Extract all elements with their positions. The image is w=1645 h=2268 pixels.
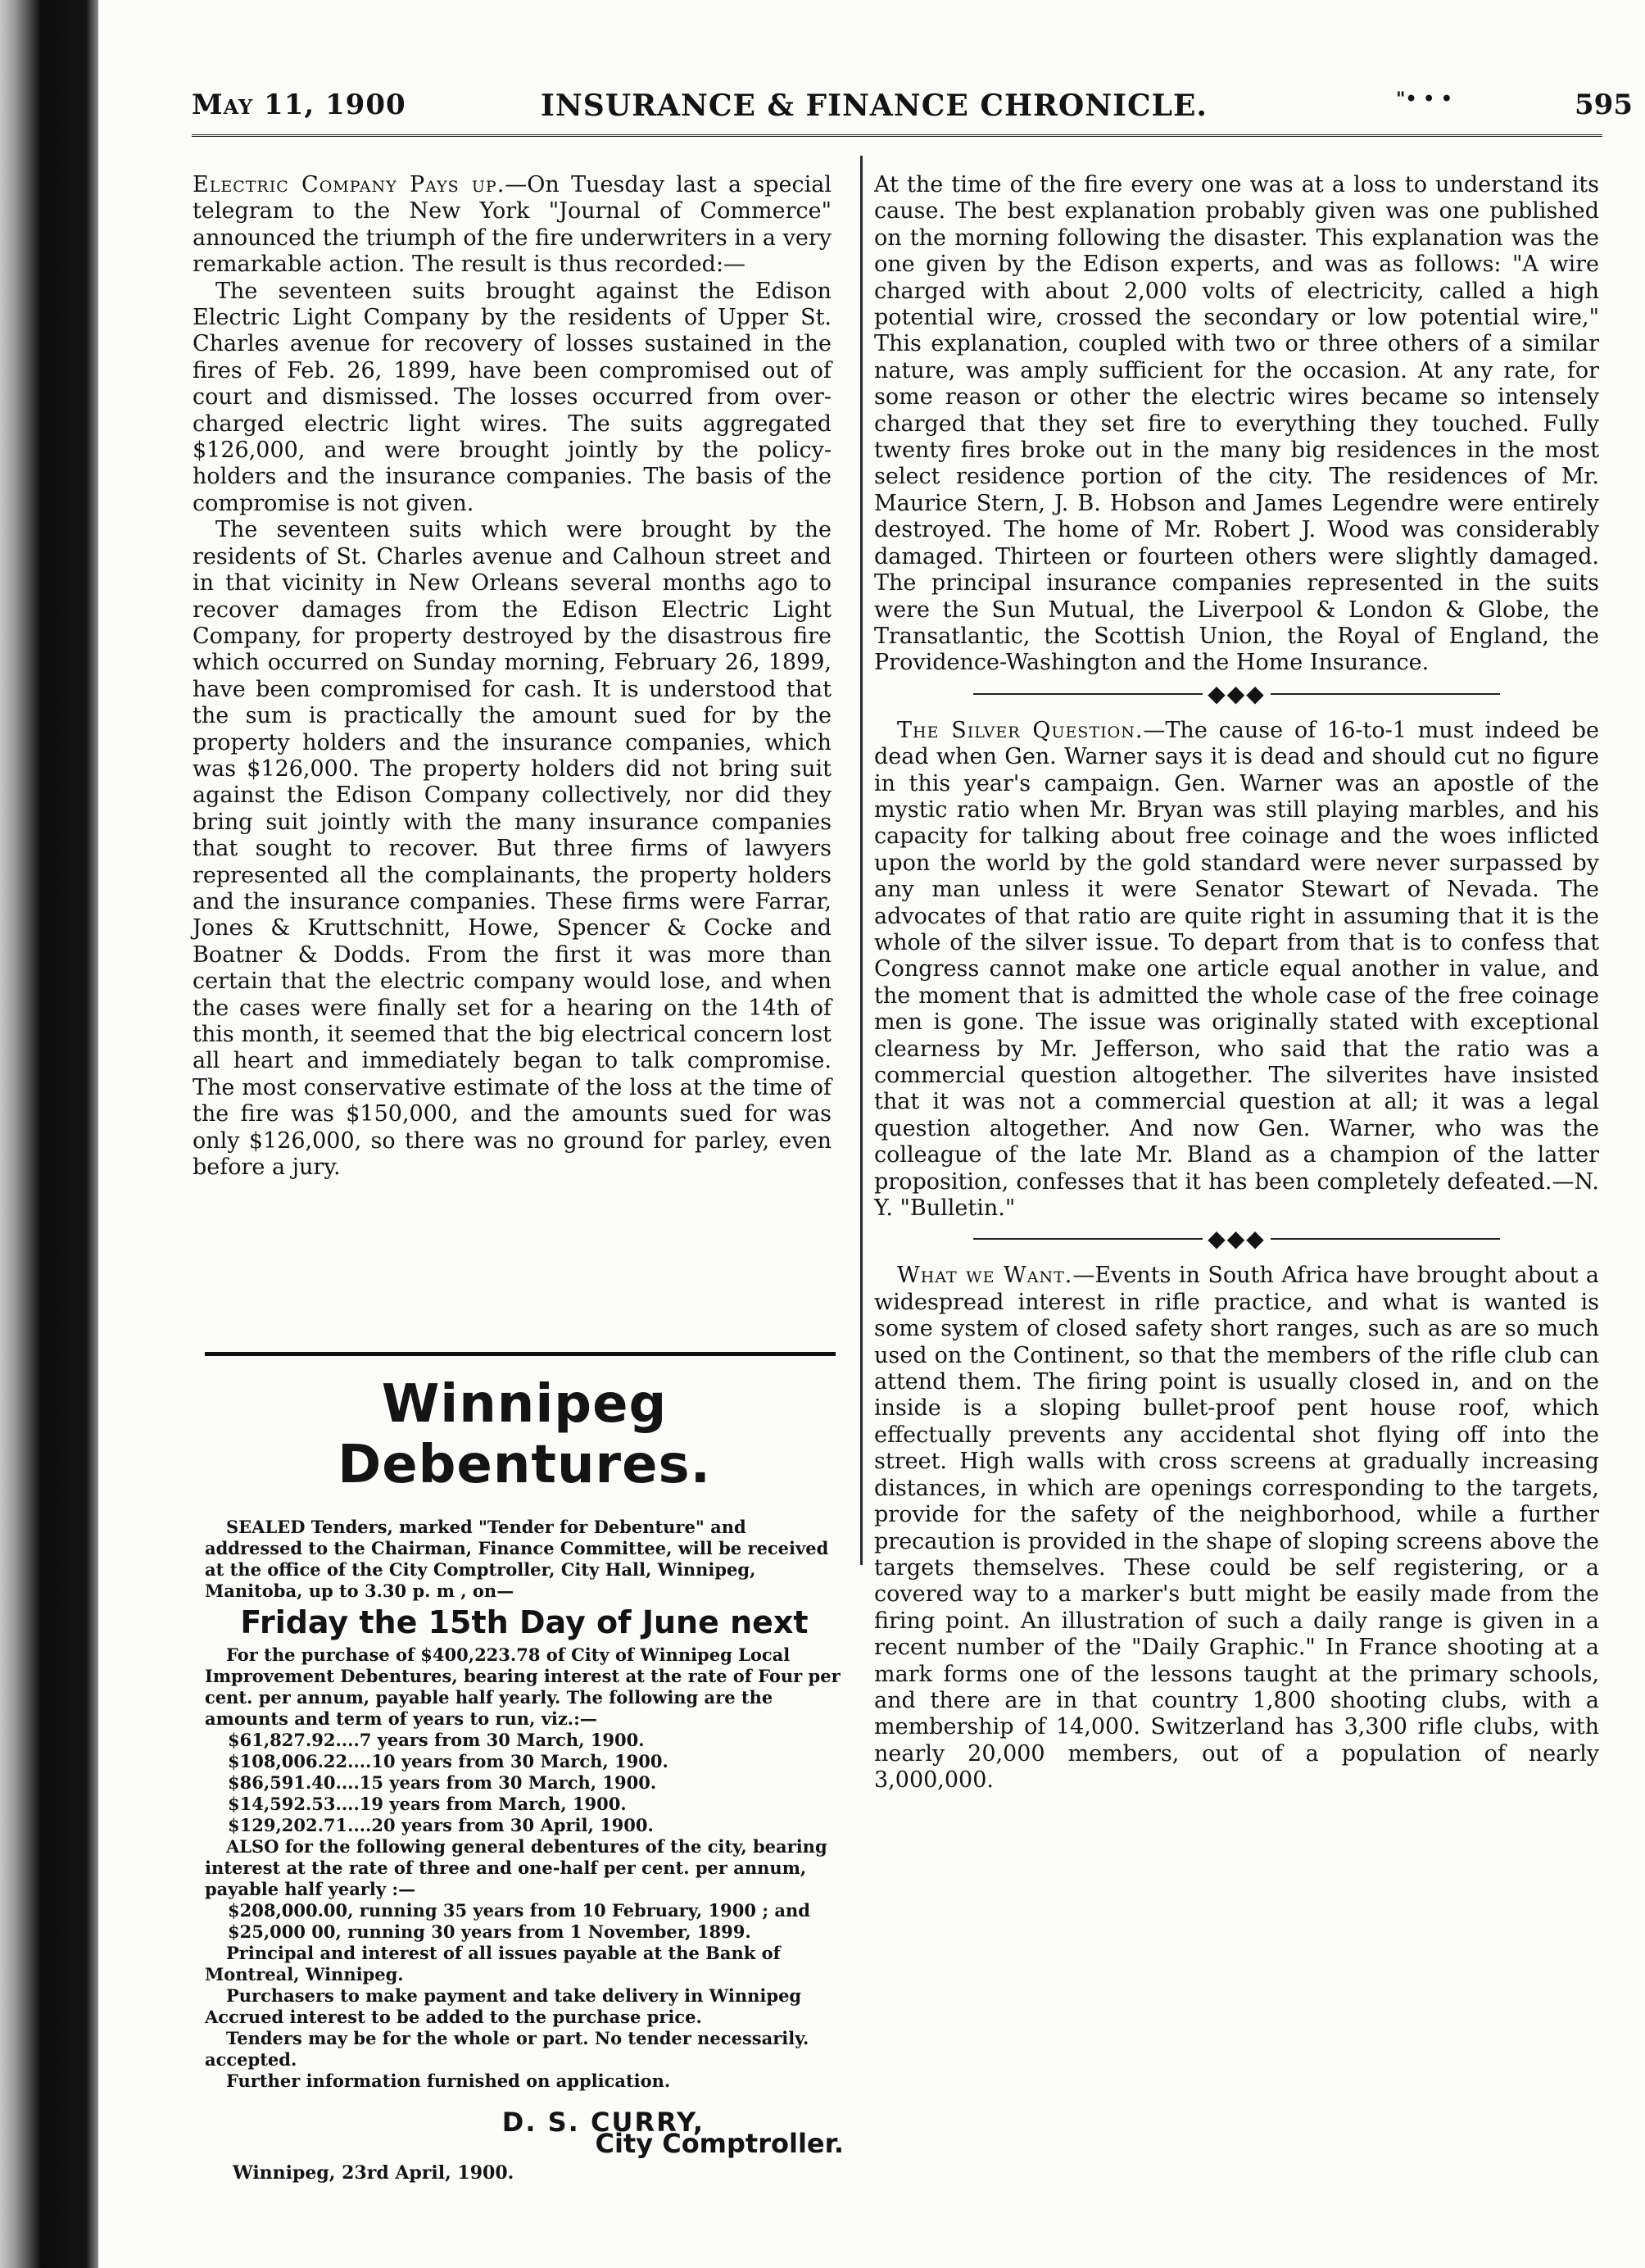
amount-line: $86,591.40....15 years from 30 March, 1900. [228,1772,657,1793]
amount-line: $61,827.92....7 years from 30 March, 1900. [228,1730,645,1750]
article-text: —On Tuesday last a special telegram to the New York "Journal of Commerce" announced the triumph of the fire underwriters in a very remarkable action. The result is thus recorded:— [193,172,832,278]
page-header [192,88,1634,138]
article-electric-company [193,172,832,279]
ad-deadline: Friday the 15th Day of June next [240,1604,809,1640]
publication-title: INSURANCE & FINANCE CHRONICLE. [541,88,1208,123]
continued-paragraph: At the time of the fire every one was at a loss to understand its cause. The best explanation probably given was one published on the morning following the disaster. This explanation was the one given by the Edison experts, and was as follows: "A wire charged with about 2,000 volts of electricity, called a high potential wire, crossed the secondary or low potential wire," This explanation, coupled with two or three others of a similar nature, was amply sufficient for the occasion. At any rate, for some reason or other the electric wires became so intensely charged that they set fire to everything they touched. Fully twenty fires broke out in the many big residences in the most select residence portion of the city. The residences of Mr. Maurice Stern, J. B. Hobson and James Legendre were entirely destroyed. The home of Mr. Robert J. Wood was considerably damaged. Thirteen or fourteen others were slightly damaged. The principal insurance companies represented in the suits were the Sun Mutual, the Liverpool & London & Globe, the Transatlantic, the Scottish Union, the Royal of England, the Providence-Washington and the Home Insurance. [874,172,1599,676]
page-number: 595 [1575,88,1633,121]
amount-line: $14,592.53....19 years from March, 1900. [228,1794,627,1814]
newspaper-page [100,0,1645,2268]
ad-purchase: For the purchase of $400,223.78 of City of Winnipeg Local Improvement Debentures, bearing interest at the rate of Four per cent. per annum, payable half yearly. The following are the amounts and term of years to run, viz.:— [205,1644,841,1729]
issue-date: May 11, 1900 [192,88,406,121]
ad-principal: Principal and interest of all issues payable at the Bank of Montreal, Winnipeg. [205,1943,781,1984]
ornament-glyph: ◆◆◆ [1208,679,1266,707]
article-text: —The cause of 16-to-1 must indeed be dead when Gen. Warner says it is dead and should cut no figure in this year's campaign. Gen. Warner was an apostle of the mystic ratio when Mr. Bryan was still playing marbles, and his capacity for talking about free coinage and the woes inflicted upon the world by the gold standard were never surpassed by any man unless it were Senator Stewart of Nevada. The advocates of that ratio are quite right in assuming that it is the whole of the silver issue. To depart from that is to confess that Congress cannot make one article equal another in value, and the moment that is admitted the whole case of the free coinage men is gone. The issue was originally stated with exceptional clearness by Mr. Jefferson, who said that the ratio was a commercial question altogether. The silverites have insisted that it was not a commercial question at all; it was a legal question altogether. And now Gen. Warner, who was the colleague of the late Mr. Bland as a champion of the latter proposition, confesses that it has been completely defeated.—N. Y. "Bulletin." [874,717,1599,1222]
article-silver-question [874,718,1599,1222]
article-paragraph: The seventeen suits which were brought by the residents of St. Charles avenue and Calhoun street and in that vicinity in New Orleans several months ago to recover damages from the Edison Electric Light Company, for property destroyed by the disastrous fire which occurred on Sunday morning, February 26, 1899, have been compromised for cash. It is understood that the sum is practically the amount sued for by the property holders and the insurance companies, which was $126,000. The property holders did not bring suit against the Edison Company collectively, nor did they bring suit jointly with the many insurance companies that sought to recover. But three firms of lawyers represented all the complainants, the property holders and the insurance companies. These firms were Farrar, Jones & Kruttschnitt, Howe, Spencer & Cocke and Boatner & Dodds. From the first it was more than certain that the electric company would lose, and when the cases were finally set for a hearing on the 14th of this month, it seemed that the big electrical concern lost all heart and immediately began to talk compromise. The most conservative estimate of the loss at the time of the fire was $150,000, and the amounts sued for was only $126,000, so there was no ground for parley, even before a jury. [193,517,832,1181]
general-debenture-line: $25,000 00, running 30 years from 1 November, 1899. [228,1921,751,1942]
ad-top-rule [205,1352,836,1356]
column-divider [860,156,863,1565]
general-debenture-line: $208,000.00, running 35 years from 10 February, 1900 ; and [228,1900,810,1921]
ad-also: ALSO for the following general debentures of the city, bearing interest at the rate of three and one-half per cent. per annum, payable half yearly :— [205,1836,827,1899]
article-heading: The Silver Question. [897,717,1144,743]
amount-line: $108,006.22....10 years from 30 March, 1900. [228,1751,668,1771]
ad-further: Further information furnished on application. [226,2071,671,2091]
left-column [193,172,832,1181]
article-what-we-want [874,1263,1599,1794]
article-heading: What we Want. [897,1263,1073,1289]
signature-name: D. S. CURRY, [501,2107,705,2138]
section-ornament [874,1225,1599,1253]
amount-line: $129,202.71....20 years from 30 April, 1900. [228,1815,654,1835]
ad-tenders: Tenders may be for the whole or part. No tender necessarily. accepted. [205,2028,809,2070]
header-rule [192,134,1602,140]
winnipeg-debentures-ad [205,1352,844,2184]
article-heading: Electric Company Pays up. [193,172,505,197]
article-paragraph: The seventeen suits brought against the Edison Electric Light Company by the residents of Upper St. Charles avenue for recovery of losses sustained in the fires of Feb. 26, 1899, have been compromised out of court and dismissed. The losses occurred from over-charged electric light wires. The suits aggregated $126,000, and were brought jointly by the policy-holders and the insurance companies. The basis of the compromise is not given. [193,278,832,516]
article-text: —Events in South Africa have brought about a widespread interest in rifle practice, and what is wanted is some system of closed safety short ranges, such as are so much used on the Continent, so that the members of the rifle club can attend them. The firing point is usually closed in, and on the inside is a sloping bullet-proof pent house roof, which effectually prevents any accidental shot flying off into the street. High walls with cross screens at gradually increasing distances, in which are openings corresponding to the targets, provide for the safety of the neighborhood, while a further precaution is provided in the shape of sloping screens above the targets themselves. These could be self registering, or a covered way to a marker's butt might be easily made from the firing point. An illustration of such a daily range is given in a recent number of the "Daily Graphic." In France shooting at a mark forms one of the lessons taught at the primary schools, and there are in that country 1,800 shooting clubs, with a membership of 14,000. Switzerland has 3,300 rifle clubs, with nearly 20,000 members, out of a population of nearly 3,000,000. [874,1263,1599,1794]
ad-purchasers: Purchasers to make payment and take delivery in Winnipeg Accrued interest to be added to the purchase price. [205,1985,802,2027]
signature-title: City Comptroller. [595,2128,844,2159]
header-mark: "• • • [1396,88,1452,110]
right-column [874,172,1599,1794]
ad-title: Winnipeg Debentures. [338,1374,711,1495]
ad-intro: SEALED Tenders, marked "Tender for Debenture" and addressed to the Chairman, Finance Committee, will be received at the office of the City Comptroller, City Hall, Winnipeg, Manitoba, up to 3.30 p. m , on— [205,1517,829,1601]
section-ornament [874,680,1599,708]
place-date: Winnipeg, 23rd April, 1900. [233,2162,514,2184]
ad-body [205,1517,844,2184]
ornament-glyph: ◆◆◆ [1208,1225,1266,1253]
book-spine-shadow [0,0,98,2268]
